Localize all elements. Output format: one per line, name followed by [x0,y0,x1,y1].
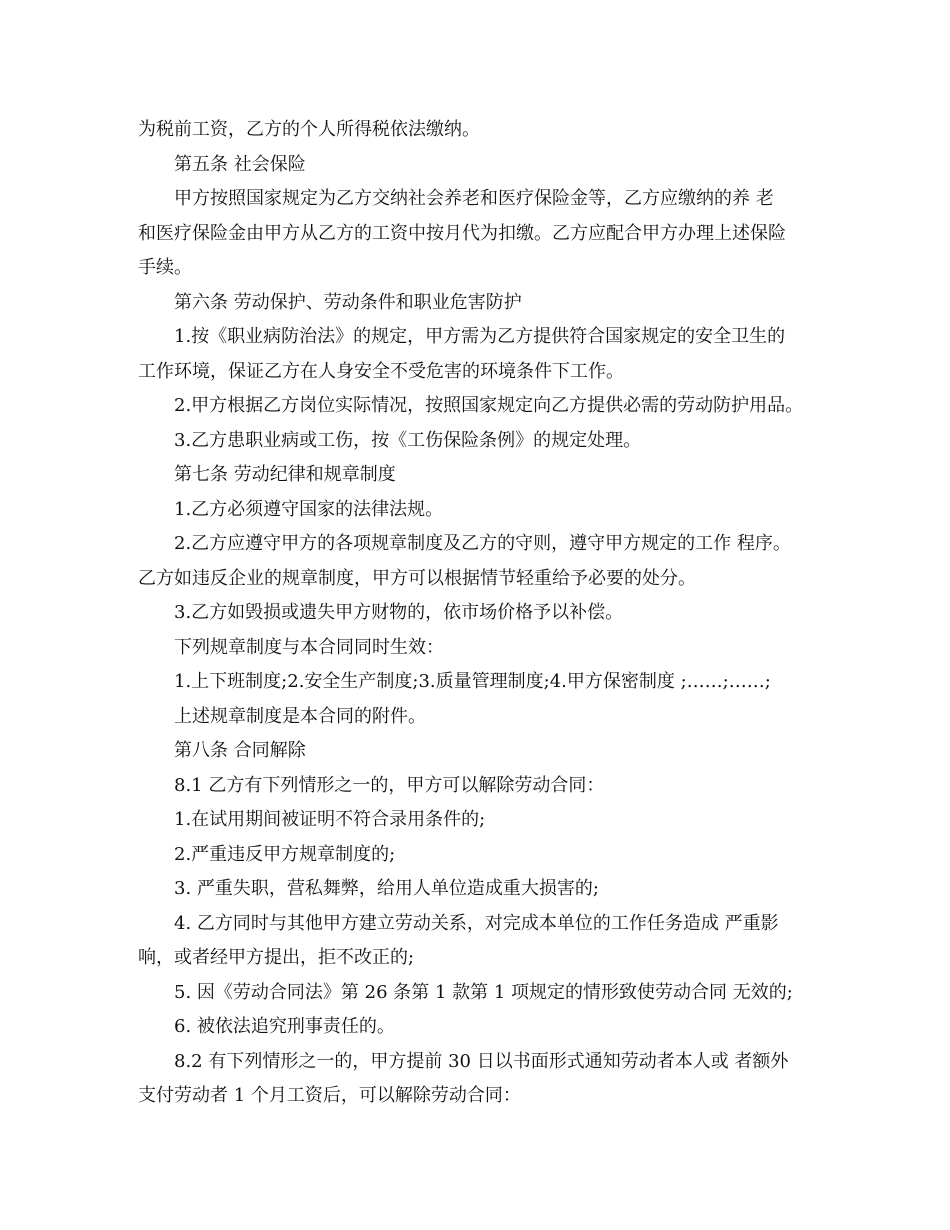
text-line: 3.乙方如毁损或遗失甲方财物的，依市场价格予以补偿。 [174,602,624,623]
text-line: 5. 因《劳动合同法》第 26 条第 1 款第 1 项规定的情形致使劳动合同 无效的; [174,981,793,1003]
text-line: 上述规章制度是本合同的附件。 [174,705,426,727]
text-line: 和医疗保险金由甲方从乙方的工资中按月代为扣缴。乙方应配合甲方办理上述保险 [138,222,786,244]
text-line: 2.严重违反甲方规章制度的; [174,843,396,865]
text-line: 1.在试用期间被证明不符合录用条件的; [174,809,486,830]
section-heading: 第六条 劳动保护、劳动条件和职业危害防护 [174,291,522,313]
section-heading: 第七条 劳动纪律和规章制度 [174,464,396,485]
text-line: 3.乙方患职业病或工伤，按《工伤保险条例》的规定处理。 [174,429,642,451]
text-line: 1.按《职业病防治法》的规定，甲方需为乙方提供符合国家规定的安全卫生的 [174,326,786,347]
text-line: 响，或者经甲方提出，拒不改正的; [138,947,415,968]
text-line: 8.1 乙方有下列情形之一的，甲方可以解除劳动合同： [174,774,605,796]
text-line: 1.乙方必须遵守国家的法律法规。 [174,498,444,520]
text-line: 工作环境，保证乙方在人身安全不受危害的环境条件下工作。 [138,360,624,382]
text-line: 2.甲方根据乙方岗位实际情况，按照国家规定向乙方提供必需的劳动防护用品。 [174,395,804,416]
text-line: 乙方如违反企业的规章制度，甲方可以根据情节轻重给予必要的处分。 [138,567,696,589]
text-line: 支付劳动者 1 个月工资后，可以解除劳动合同： [138,1085,521,1106]
section-heading: 第五条 社会保险 [174,153,306,175]
section-heading: 第八条 合同解除 [174,740,306,761]
text-line: 甲方按照国家规定为乙方交纳社会养老和医疗保险金等，乙方应缴纳的养 老 [174,188,774,209]
text-line: 下列规章制度与本合同同时生效： [174,636,444,658]
text-line: 1.上下班制度;2.安全生产制度;3.质量管理制度;4.甲方保密制度 ;……;……; [174,671,771,692]
text-line: 手续。 [138,257,192,278]
text-line: 为税前工资，乙方的个人所得税依法缴纳。 [138,119,480,140]
text-line: 3. 严重失职，营私舞弊，给用人单位造成重大损害的; [174,878,599,899]
text-line: 2.乙方应遵守甲方的各项规章制度及乙方的守则，遵守甲方规定的工作 程序。 [174,533,791,554]
text-line: 8.2 有下列情形之一的，甲方提前 30 日以书面形式通知劳动者本人或 者额外 [174,1050,789,1072]
text-line: 4. 乙方同时与其他甲方建立劳动关系，对完成本单位的工作任务造成 严重影 [174,912,779,934]
text-line: 6. 被依法追究刑事责任的。 [174,1016,395,1037]
document-body [138,113,828,1114]
